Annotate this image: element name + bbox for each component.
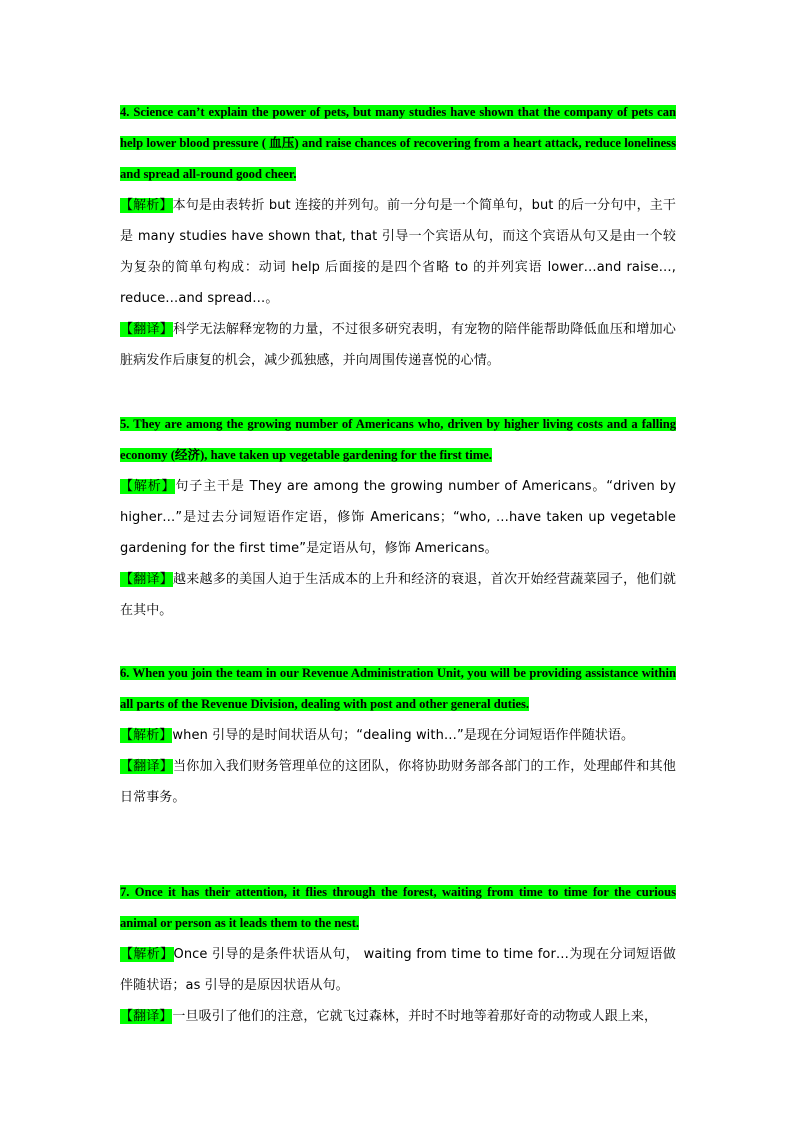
analysis-tag: 【解析】 xyxy=(120,198,173,213)
analysis-paragraph xyxy=(120,190,676,314)
question-text: 6. When you join the team in our Revenue Administration Unit, you will be providing assistance within all parts of the Revenue Division, dealing with post and other general duties. xyxy=(120,666,676,711)
translation-tag: 【翻译】 xyxy=(120,759,173,774)
analysis-tag: 【解析】 xyxy=(120,947,174,962)
question-sentence xyxy=(120,409,676,471)
analysis-text: 句子主干是 They are among the growing number of Americans。“driven by higher…”是过去分词短语作定语，修饰 Americans；“who, …have taken up vegetable gardening for the first time”是定语从句，修饰 Americans。 xyxy=(120,479,676,556)
translation-tag: 【翻译】 xyxy=(120,322,173,337)
question-sentence xyxy=(120,658,676,720)
sentence-item-6 xyxy=(120,658,676,813)
question-sentence xyxy=(120,877,676,939)
analysis-text: when 引导的是时间状语从句；“dealing with…”是现在分词短语作伴随状语。 xyxy=(172,728,635,743)
question-text: 4. Science can’t explain the power of pets, but many studies have shown that the company of pets can help lower blood pressure ( 血压) and raise chances of recovering from a heart attack, reduce loneliness and spread all-round good cheer. xyxy=(120,105,676,181)
analysis-paragraph xyxy=(120,939,676,1001)
translation-paragraph xyxy=(120,1001,676,1032)
question-sentence xyxy=(120,97,676,190)
analysis-text: 本句是由表转折 but 连接的并列句。前一分句是一个简单句，but 的后一分句中，主干是 many studies have shown that, that 引导一个宾语从句，而这个宾语从句又是由一个较为复杂的简单句构成：动词 help 后面接的是四个省略 to 的并列宾语 lower…and raise…, reduce…and spread…。 xyxy=(120,198,676,306)
translation-text: 科学无法解释宠物的力量，不过很多研究表明，有宠物的陪伴能帮助降低血压和增加心脏病发作后康复的机会，减少孤独感，并向周围传递喜悦的心情。 xyxy=(120,322,676,368)
analysis-paragraph xyxy=(120,720,676,751)
sentence-item-4 xyxy=(120,97,676,376)
question-text: 7. Once it has their attention, it flies through the forest, waiting from time to time for the curious animal or person as it leads them to the nest. xyxy=(120,885,676,930)
translation-text: 一旦吸引了他们的注意，它就飞过森林，并时不时地等着那好奇的动物或人跟上来， xyxy=(172,1009,658,1024)
sentence-item-5 xyxy=(120,409,676,626)
translation-paragraph xyxy=(120,751,676,813)
analysis-tag: 【解析】 xyxy=(120,479,176,494)
analysis-tag: 【解析】 xyxy=(120,728,173,743)
translation-text: 越来越多的美国人迫于生活成本的上升和经济的衰退，首次开始经营蔬菜园子，他们就在其中。 xyxy=(120,572,676,618)
analysis-text: Once 引导的是条件状语从句， waiting from time to time for…为现在分词短语做伴随状语；as 引导的是原因状语从句。 xyxy=(120,947,676,993)
translation-paragraph xyxy=(120,314,676,376)
sentence-item-7 xyxy=(120,877,676,1032)
translation-tag: 【翻译】 xyxy=(120,1009,173,1024)
translation-text: 当你加入我们财务管理单位的这团队，你将协助财务部各部门的工作，处理邮件和其他日常事务。 xyxy=(120,759,676,805)
analysis-paragraph xyxy=(120,471,676,564)
translation-paragraph xyxy=(120,564,676,626)
question-text: 5. They are among the growing number of Americans who, driven by higher living costs and a falling economy (经济), have taken up vegetable gardening for the first time. xyxy=(120,417,676,462)
translation-tag: 【翻译】 xyxy=(120,572,173,587)
